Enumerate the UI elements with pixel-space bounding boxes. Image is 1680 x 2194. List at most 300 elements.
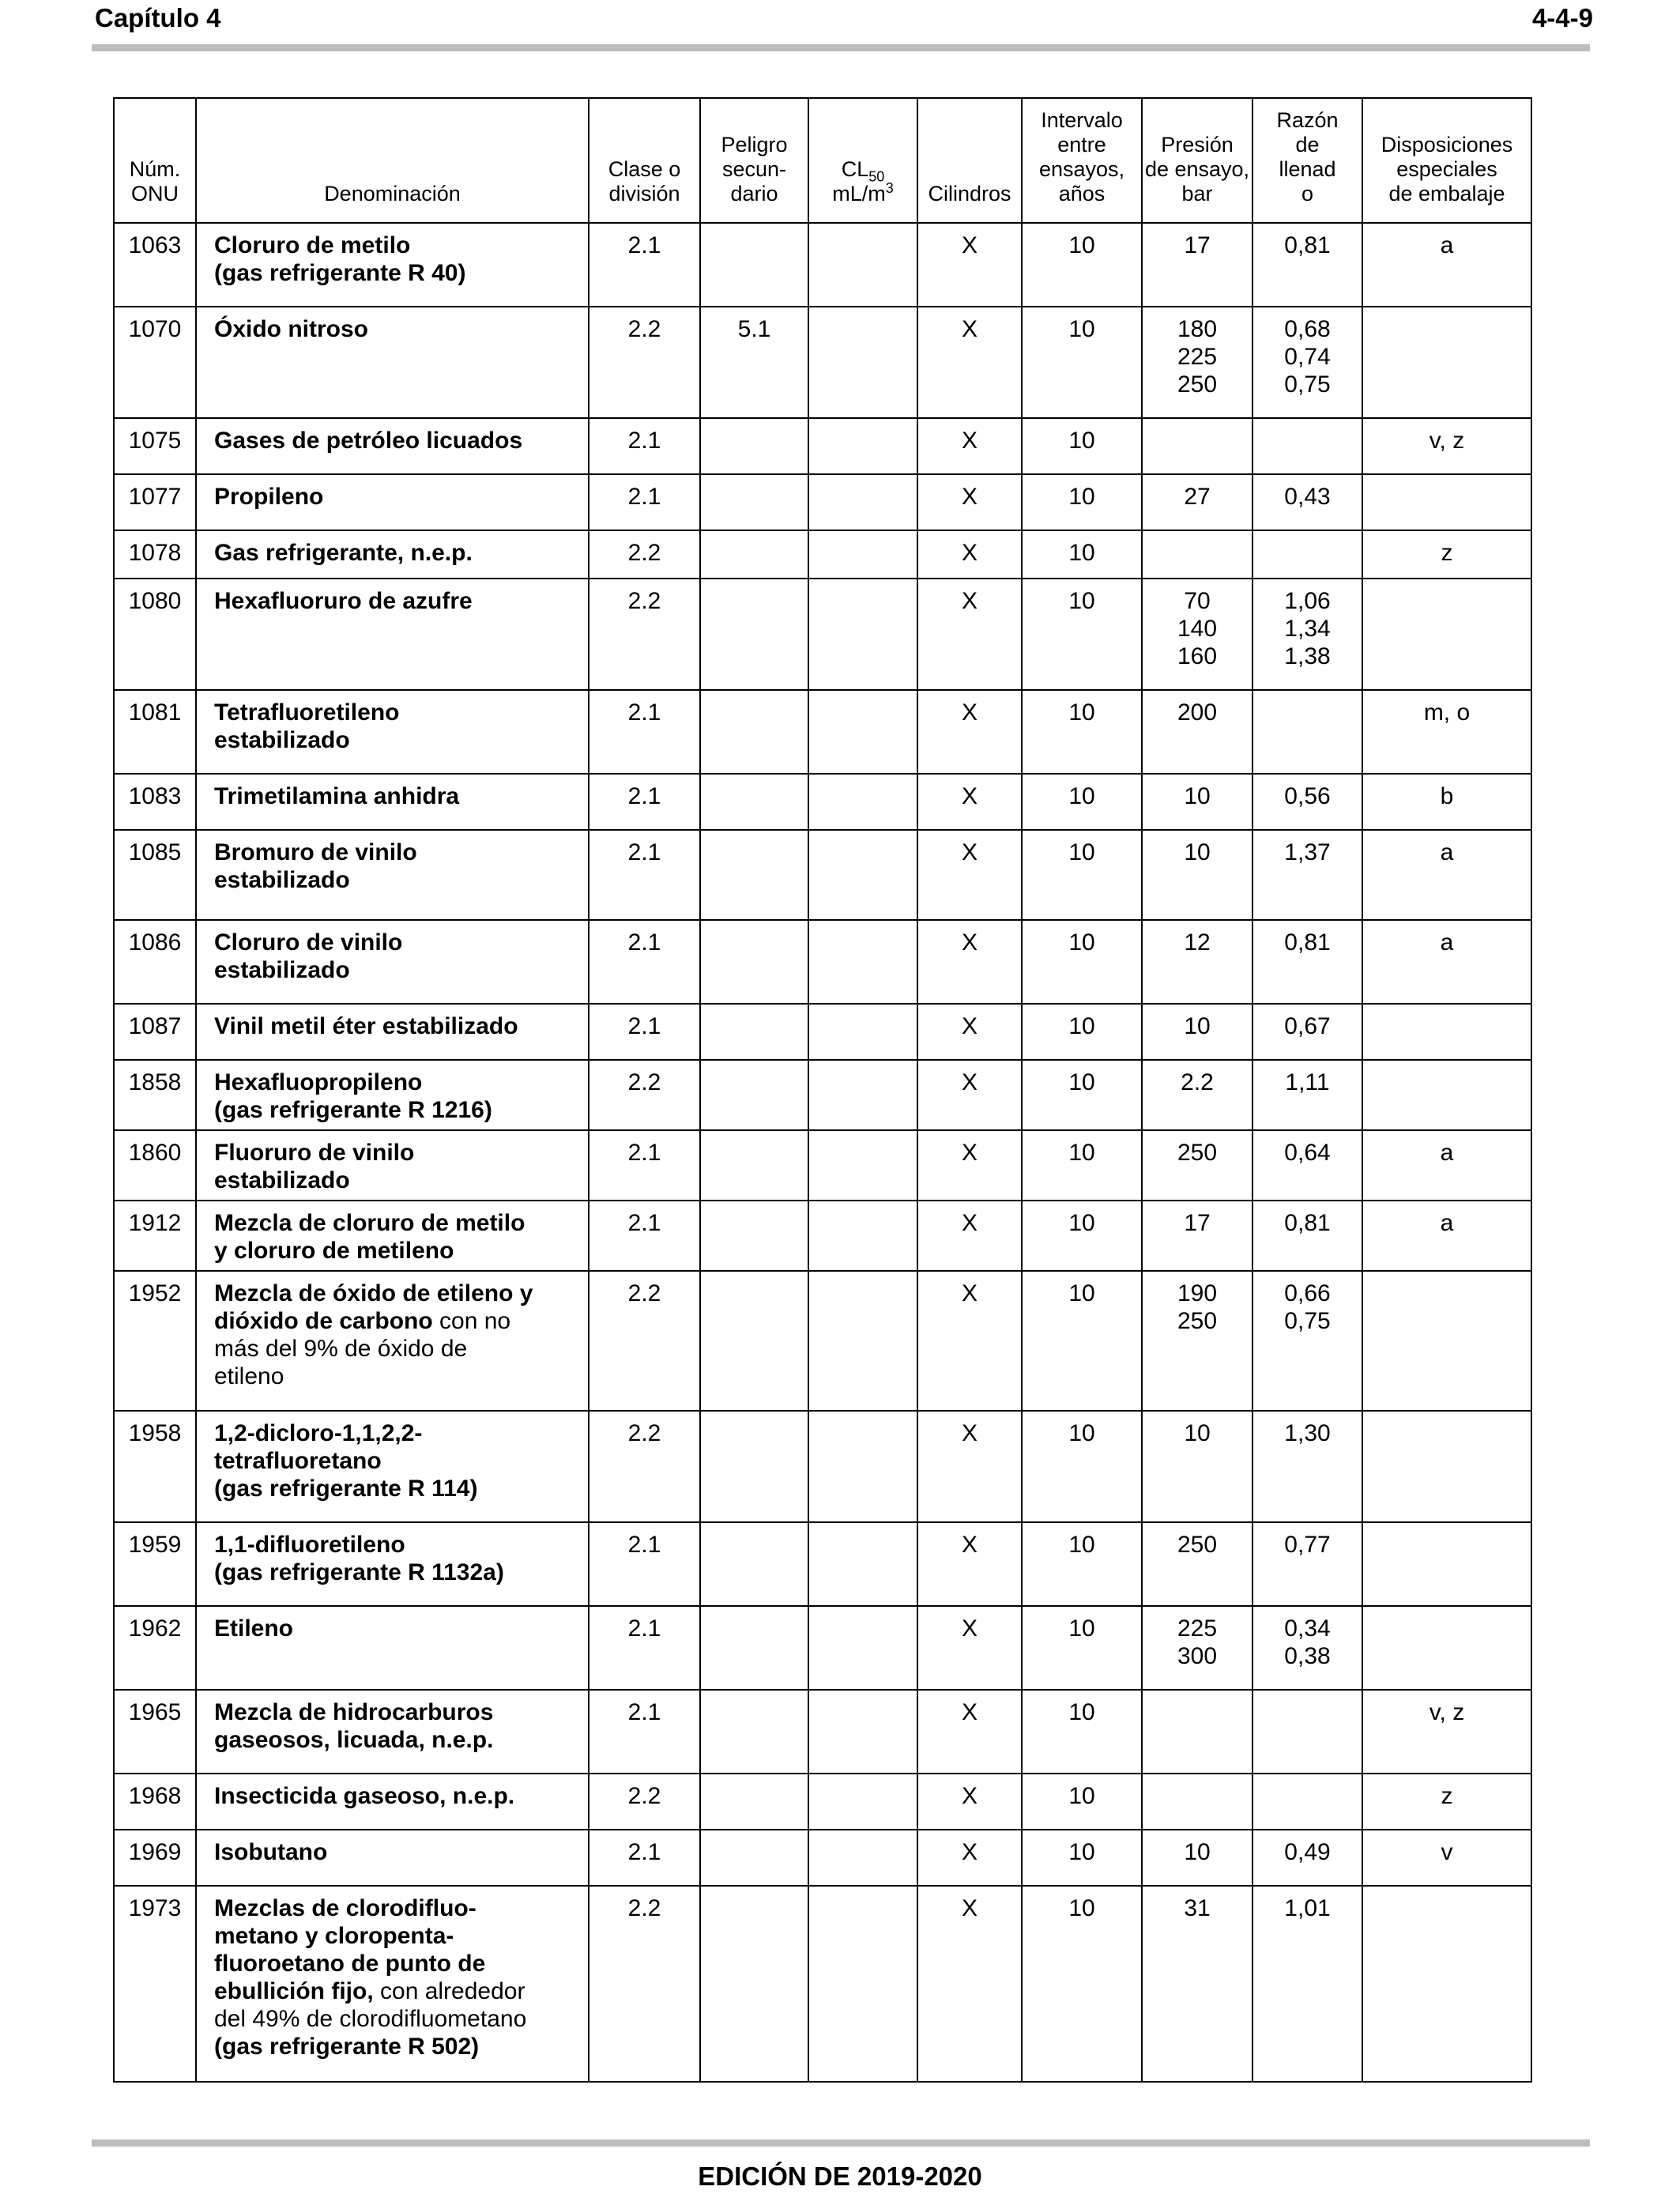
cl50-cell	[808, 1774, 917, 1830]
denominacion-line	[214, 1209, 582, 1237]
cilindros-cell: X	[917, 1004, 1022, 1060]
disposiciones-cell	[1362, 1271, 1531, 1411]
denominacion-line	[214, 1531, 582, 1559]
denominacion-text: ebullición fijo,	[214, 1978, 374, 2004]
denominacion-cell	[196, 1774, 589, 1830]
denominacion-cell	[196, 307, 589, 418]
denominacion-text: Bromuro de vinilo	[214, 839, 417, 865]
intervalo-cell: 10	[1022, 830, 1142, 920]
denominacion-line	[214, 726, 582, 754]
clase-cell: 2.1	[589, 774, 700, 830]
table-row	[114, 1271, 1531, 1411]
table-header-row	[114, 98, 1531, 223]
disposiciones-cell: a	[1362, 1201, 1531, 1271]
razon-value: 1,01	[1284, 1895, 1331, 1921]
cilindros-cell: X	[917, 774, 1022, 830]
edition-footer: EDICIÓN DE 2019-2020	[698, 2162, 982, 2191]
razon-cell	[1252, 1830, 1362, 1886]
denominacion-text: Tetrafluoretileno	[214, 699, 400, 726]
table-row	[114, 920, 1531, 1004]
razon-cell	[1252, 223, 1362, 307]
cilindros-cell: X	[917, 1830, 1022, 1886]
clase-cell: 2.1	[589, 830, 700, 920]
denominacion-text: Mezcla de hidrocarburos	[214, 1699, 494, 1725]
onu-number-cell: 1912	[114, 1201, 196, 1271]
denominacion-note: con no	[432, 1308, 511, 1334]
presion-value: 250	[1177, 1532, 1218, 1558]
denominacion-text: del 49% de clorodifluometano	[214, 2006, 527, 2032]
table-row	[114, 307, 1531, 418]
denominacion-text: (gas refrigerante R 114)	[214, 1476, 478, 1502]
clase-cell: 2.2	[589, 1774, 700, 1830]
peligro-secundario-cell	[700, 474, 808, 530]
onu-number-cell: 1081	[114, 690, 196, 774]
denominacion-line	[214, 1475, 582, 1502]
clase-cell: 2.1	[589, 690, 700, 774]
disposiciones-cell	[1362, 474, 1531, 530]
disposiciones-cell: v, z	[1362, 1690, 1531, 1774]
onu-number-cell: 1965	[114, 1690, 196, 1774]
presion-cell	[1142, 1060, 1252, 1130]
denominacion-line	[214, 1726, 582, 1754]
presion-cell	[1142, 1606, 1252, 1690]
razon-value: 1,06	[1284, 588, 1331, 614]
peligro-secundario-cell	[700, 1522, 808, 1606]
razon-cell	[1252, 1774, 1362, 1830]
razon-cell	[1252, 774, 1362, 830]
table-row	[114, 1522, 1531, 1606]
denominacion-cell	[196, 418, 589, 474]
denominacion-cell	[196, 920, 589, 1004]
denominacion-line	[214, 427, 582, 454]
razon-cell	[1252, 418, 1362, 474]
razon-cell	[1252, 1060, 1362, 1130]
table-row	[114, 418, 1531, 474]
cl50-cell	[808, 307, 917, 418]
presion-cell	[1142, 830, 1252, 920]
presion-cell	[1142, 474, 1252, 530]
presion-value: 2.2	[1181, 1069, 1214, 1095]
denominacion-text: Isobutano	[214, 1839, 328, 1865]
denominacion-text: 1,1-difluoretileno	[214, 1532, 405, 1558]
denominacion-line	[214, 1335, 582, 1363]
presion-cell	[1142, 530, 1252, 579]
denominacion-line	[214, 929, 582, 956]
razon-value: 0,67	[1284, 1013, 1331, 1039]
cilindros-cell: X	[917, 1271, 1022, 1411]
peligro-secundario-cell	[700, 1774, 808, 1830]
denominacion-cell	[196, 690, 589, 774]
intervalo-cell: 10	[1022, 774, 1142, 830]
col-header-peligro: Peligro secun- dario	[700, 98, 808, 223]
denominacion-text: Insecticida gaseoso, n.e.p.	[214, 1783, 515, 1809]
denominacion-line	[214, 1894, 582, 1922]
onu-number-cell: 1075	[114, 418, 196, 474]
denominacion-text: Fluoruro de vinilo	[214, 1140, 415, 1166]
intervalo-cell: 10	[1022, 307, 1142, 418]
razon-cell	[1252, 1130, 1362, 1201]
clase-cell: 2.1	[589, 1201, 700, 1271]
cl50-cell	[808, 774, 917, 830]
denominacion-text: Cloruro de vinilo	[214, 929, 403, 956]
denominacion-cell	[196, 1130, 589, 1201]
clase-cell: 2.1	[589, 1606, 700, 1690]
denominacion-line	[214, 1977, 582, 2005]
footer-rule	[92, 2139, 1590, 2147]
razon-value: 1,11	[1285, 1069, 1330, 1095]
intervalo-cell: 10	[1022, 1830, 1142, 1886]
denominacion-text: (gas refrigerante R 40)	[214, 260, 466, 286]
intervalo-cell: 10	[1022, 223, 1142, 307]
denominacion-text: gaseosos, licuada, n.e.p.	[214, 1727, 494, 1753]
denominacion-line	[214, 956, 582, 984]
intervalo-cell: 10	[1022, 474, 1142, 530]
denominacion-text: Mezcla de óxido de etileno y	[214, 1280, 533, 1306]
clase-cell: 2.1	[589, 418, 700, 474]
clase-cell: 2.1	[589, 223, 700, 307]
presion-cell	[1142, 418, 1252, 474]
razon-value: 1,30	[1284, 1420, 1331, 1446]
denominacion-line	[214, 1447, 582, 1475]
razon-cell	[1252, 690, 1362, 774]
clase-cell: 2.1	[589, 1830, 700, 1886]
clase-cell: 2.1	[589, 474, 700, 530]
presion-cell	[1142, 1201, 1252, 1271]
denominacion-text: estabilizado	[214, 957, 350, 983]
page-number: 4-4-9	[1531, 3, 1593, 32]
presion-cell	[1142, 1271, 1252, 1411]
clase-cell: 2.1	[589, 1690, 700, 1774]
cl50-cell	[808, 1004, 917, 1060]
intervalo-cell: 10	[1022, 1522, 1142, 1606]
onu-number-cell: 1063	[114, 223, 196, 307]
denominacion-line	[214, 1559, 582, 1586]
clase-cell: 2.1	[589, 1004, 700, 1060]
disposiciones-cell: z	[1362, 530, 1531, 579]
peligro-secundario-cell	[700, 1004, 808, 1060]
denominacion-cell	[196, 1886, 589, 2082]
presion-value: 190	[1177, 1280, 1218, 1306]
cl50-cell	[808, 1522, 917, 1606]
onu-number-cell: 1969	[114, 1830, 196, 1886]
table-row	[114, 579, 1531, 690]
cilindros-cell: X	[917, 1201, 1022, 1271]
table-row	[114, 774, 1531, 830]
cilindros-cell: X	[917, 579, 1022, 690]
clase-cell: 2.1	[589, 1130, 700, 1201]
presion-value: 10	[1184, 839, 1211, 865]
denominacion-text: metano y cloropenta-	[214, 1923, 454, 1949]
intervalo-cell: 10	[1022, 530, 1142, 579]
peligro-secundario-cell	[700, 1830, 808, 1886]
denominacion-line	[214, 539, 582, 567]
intervalo-cell: 10	[1022, 579, 1142, 690]
presion-value: 140	[1177, 616, 1218, 642]
denominacion-line	[214, 839, 582, 866]
denominacion-line	[214, 1698, 582, 1726]
denominacion-cell	[196, 1004, 589, 1060]
denominacion-text: tetrafluoretano	[214, 1448, 382, 1474]
denominacion-text: dióxido de carbono	[214, 1308, 433, 1334]
cl50-cell	[808, 1060, 917, 1130]
denominacion-cell	[196, 1201, 589, 1271]
table-row	[114, 1774, 1531, 1830]
onu-number-cell: 1968	[114, 1774, 196, 1830]
presion-value: 250	[1177, 1140, 1218, 1166]
disposiciones-cell	[1362, 1060, 1531, 1130]
intervalo-cell: 10	[1022, 1060, 1142, 1130]
intervalo-cell: 10	[1022, 1271, 1142, 1411]
denominacion-line	[214, 315, 582, 343]
presion-value: 225	[1177, 1615, 1218, 1642]
denominacion-text: Vinil metil éter estabilizado	[214, 1013, 518, 1039]
table-body	[114, 223, 1531, 2082]
presion-value: 27	[1184, 484, 1211, 510]
disposiciones-cell: a	[1362, 920, 1531, 1004]
cilindros-cell: X	[917, 418, 1022, 474]
denominacion-line	[214, 1922, 582, 1950]
col-header-cilindros: Cilindros	[917, 98, 1022, 223]
intervalo-cell: 10	[1022, 418, 1142, 474]
table-row	[114, 690, 1531, 774]
razon-cell	[1252, 579, 1362, 690]
razon-value: 0,64	[1284, 1140, 1331, 1166]
peligro-secundario-cell	[700, 1060, 808, 1130]
razon-cell	[1252, 474, 1362, 530]
table-row	[114, 223, 1531, 307]
razon-cell	[1252, 1606, 1362, 1690]
razon-cell	[1252, 1886, 1362, 2082]
denominacion-text: estabilizado	[214, 727, 350, 753]
denominacion-line	[214, 1950, 582, 1977]
cl50-cell	[808, 1411, 917, 1522]
table-row	[114, 1830, 1531, 1886]
denominacion-line	[214, 232, 582, 259]
denominacion-text: Cloruro de metilo	[214, 232, 411, 258]
clase-cell: 2.1	[589, 1522, 700, 1606]
denominacion-line	[214, 2005, 582, 2033]
clase-cell: 2.2	[589, 1060, 700, 1130]
razon-value: 0,74	[1284, 344, 1331, 370]
cilindros-cell: X	[917, 1690, 1022, 1774]
table-row	[114, 1411, 1531, 1522]
denominacion-text: Gas refrigerante, n.e.p.	[214, 540, 473, 566]
peligro-secundario-cell	[700, 579, 808, 690]
denominacion-text: (gas refrigerante R 1132a)	[214, 1559, 504, 1585]
disposiciones-cell: a	[1362, 1130, 1531, 1201]
presion-cell	[1142, 1411, 1252, 1522]
denominacion-line	[214, 1069, 582, 1096]
presion-cell	[1142, 1830, 1252, 1886]
denominacion-cell	[196, 474, 589, 530]
header-rule	[92, 44, 1590, 51]
peligro-secundario-cell	[700, 530, 808, 579]
onu-number-cell: 1085	[114, 830, 196, 920]
denominacion-line	[214, 1363, 582, 1390]
clase-cell: 2.2	[589, 1271, 700, 1411]
razon-cell	[1252, 1004, 1362, 1060]
disposiciones-cell: b	[1362, 774, 1531, 830]
presion-cell	[1142, 1690, 1252, 1774]
denominacion-line	[214, 699, 582, 726]
razon-cell	[1252, 920, 1362, 1004]
presion-cell	[1142, 1886, 1252, 2082]
cl50-cell	[808, 1830, 917, 1886]
table-row	[114, 1886, 1531, 2082]
denominacion-line	[214, 587, 582, 615]
presion-value: 160	[1177, 643, 1218, 669]
intervalo-cell: 10	[1022, 1130, 1142, 1201]
cl50-cell	[808, 223, 917, 307]
presion-value: 250	[1177, 371, 1218, 398]
denominacion-cell	[196, 223, 589, 307]
cilindros-cell: X	[917, 307, 1022, 418]
disposiciones-cell	[1362, 1522, 1531, 1606]
denominacion-text: Hexafluoruro de azufre	[214, 588, 473, 614]
presion-cell	[1142, 223, 1252, 307]
col-header-denominacion: Denominación	[196, 98, 589, 223]
presion-value: 10	[1184, 1420, 1211, 1446]
cilindros-cell: X	[917, 830, 1022, 920]
presion-cell	[1142, 1774, 1252, 1830]
denominacion-cell	[196, 830, 589, 920]
col-header-clase: Clase o división	[589, 98, 700, 223]
denominacion-line	[214, 1280, 582, 1307]
col-header-razon: Razón de llenad o	[1252, 98, 1362, 223]
disposiciones-cell: a	[1362, 830, 1531, 920]
disposiciones-cell: a	[1362, 223, 1531, 307]
denominacion-text: y cloruro de metileno	[214, 1238, 454, 1264]
presion-value: 70	[1184, 588, 1211, 614]
peligro-secundario-cell	[700, 223, 808, 307]
presion-value: 10	[1184, 1013, 1211, 1039]
peligro-secundario-cell	[700, 1411, 808, 1522]
disposiciones-cell	[1362, 307, 1531, 418]
razon-cell	[1252, 1271, 1362, 1411]
table-row	[114, 530, 1531, 579]
cl50-cell	[808, 830, 917, 920]
presion-value: 225	[1177, 344, 1218, 370]
intervalo-cell: 10	[1022, 1606, 1142, 1690]
denominacion-text: (gas refrigerante R 1216)	[214, 1097, 492, 1123]
cl50-cell	[808, 418, 917, 474]
denominacion-text: Etileno	[214, 1615, 294, 1642]
clase-cell: 2.2	[589, 1886, 700, 2082]
razon-value: 0,75	[1284, 371, 1331, 398]
denominacion-text: Propileno	[214, 484, 324, 510]
denominacion-text: etileno	[214, 1363, 284, 1389]
cilindros-cell: X	[917, 1060, 1022, 1130]
denominacion-text: Mezclas de clorodifluo-	[214, 1895, 477, 1921]
presion-value: 10	[1184, 1839, 1211, 1865]
cilindros-cell: X	[917, 1522, 1022, 1606]
denominacion-line	[214, 259, 582, 287]
intervalo-cell: 10	[1022, 1886, 1142, 2082]
denominacion-cell	[196, 1690, 589, 1774]
cl50-cell	[808, 920, 917, 1004]
cl50-cell	[808, 690, 917, 774]
denominacion-line	[214, 1139, 582, 1167]
presion-cell	[1142, 690, 1252, 774]
razon-cell	[1252, 1201, 1362, 1271]
intervalo-cell: 10	[1022, 1411, 1142, 1522]
col-header-onu: Núm. ONU	[114, 98, 196, 223]
denominacion-cell	[196, 1830, 589, 1886]
col-header-presion: Presión de ensayo, bar	[1142, 98, 1252, 223]
razon-value: 0,77	[1284, 1532, 1331, 1558]
presion-cell	[1142, 579, 1252, 690]
peligro-secundario-cell	[700, 1886, 808, 2082]
denominacion-line	[214, 1838, 582, 1866]
razon-cell	[1252, 830, 1362, 920]
onu-number-cell: 1083	[114, 774, 196, 830]
denominacion-text: (gas refrigerante R 502)	[214, 2034, 480, 2060]
onu-number-cell: 1077	[114, 474, 196, 530]
table-row	[114, 1004, 1531, 1060]
presion-cell	[1142, 1004, 1252, 1060]
denominacion-line	[214, 1615, 582, 1642]
onu-number-cell: 1078	[114, 530, 196, 579]
presion-value: 300	[1177, 1643, 1218, 1669]
denominacion-line	[214, 483, 582, 511]
cl50-cell	[808, 474, 917, 530]
onu-number-cell: 1959	[114, 1522, 196, 1606]
razon-cell	[1252, 307, 1362, 418]
intervalo-cell: 10	[1022, 1690, 1142, 1774]
denominacion-cell	[196, 1060, 589, 1130]
presion-value: 17	[1184, 1210, 1211, 1236]
presion-value: 200	[1177, 699, 1218, 726]
cl50-cell	[808, 1606, 917, 1690]
disposiciones-cell: z	[1362, 1774, 1531, 1830]
denominacion-text: 1,2-dicloro-1,1,2,2-	[214, 1420, 423, 1446]
col-header-disposiciones: Disposiciones especiales de embalaje	[1362, 98, 1531, 223]
denominacion-line	[214, 866, 582, 894]
razon-cell	[1252, 1411, 1362, 1522]
cilindros-cell: X	[917, 1886, 1022, 2082]
cl50-cell	[808, 1130, 917, 1201]
cl50-cell	[808, 1271, 917, 1411]
col-header-cl50: $CL_{50}$ $mL/m^3$	[808, 98, 917, 223]
table-row	[114, 1060, 1531, 1130]
razon-value: 0,56	[1284, 783, 1331, 809]
cl50-cell	[808, 530, 917, 579]
clase-cell: 2.2	[589, 1411, 700, 1522]
presion-value: 12	[1184, 929, 1211, 956]
table-row	[114, 830, 1531, 920]
razon-value: 0,81	[1284, 232, 1331, 258]
razon-cell	[1252, 1690, 1362, 1774]
table-row	[114, 1201, 1531, 1271]
presion-cell	[1142, 1522, 1252, 1606]
cl50-cell	[808, 1690, 917, 1774]
razon-value: 0,66	[1284, 1280, 1331, 1306]
denominacion-text: Gases de petróleo licuados	[214, 428, 523, 454]
intervalo-cell: 10	[1022, 1004, 1142, 1060]
razon-value: 1,37	[1284, 839, 1331, 865]
cl50-cell	[808, 1886, 917, 2082]
table-row	[114, 1130, 1531, 1201]
denominacion-line	[214, 782, 582, 810]
denominacion-text: estabilizado	[214, 1167, 350, 1193]
onu-number-cell: 1860	[114, 1130, 196, 1201]
disposiciones-cell	[1362, 1004, 1531, 1060]
denominacion-cell	[196, 1411, 589, 1522]
razon-value: 0,81	[1284, 1210, 1331, 1236]
presion-value: 31	[1184, 1895, 1211, 1921]
denominacion-line	[214, 1012, 582, 1040]
denominacion-note: con alrededor	[373, 1978, 525, 2004]
